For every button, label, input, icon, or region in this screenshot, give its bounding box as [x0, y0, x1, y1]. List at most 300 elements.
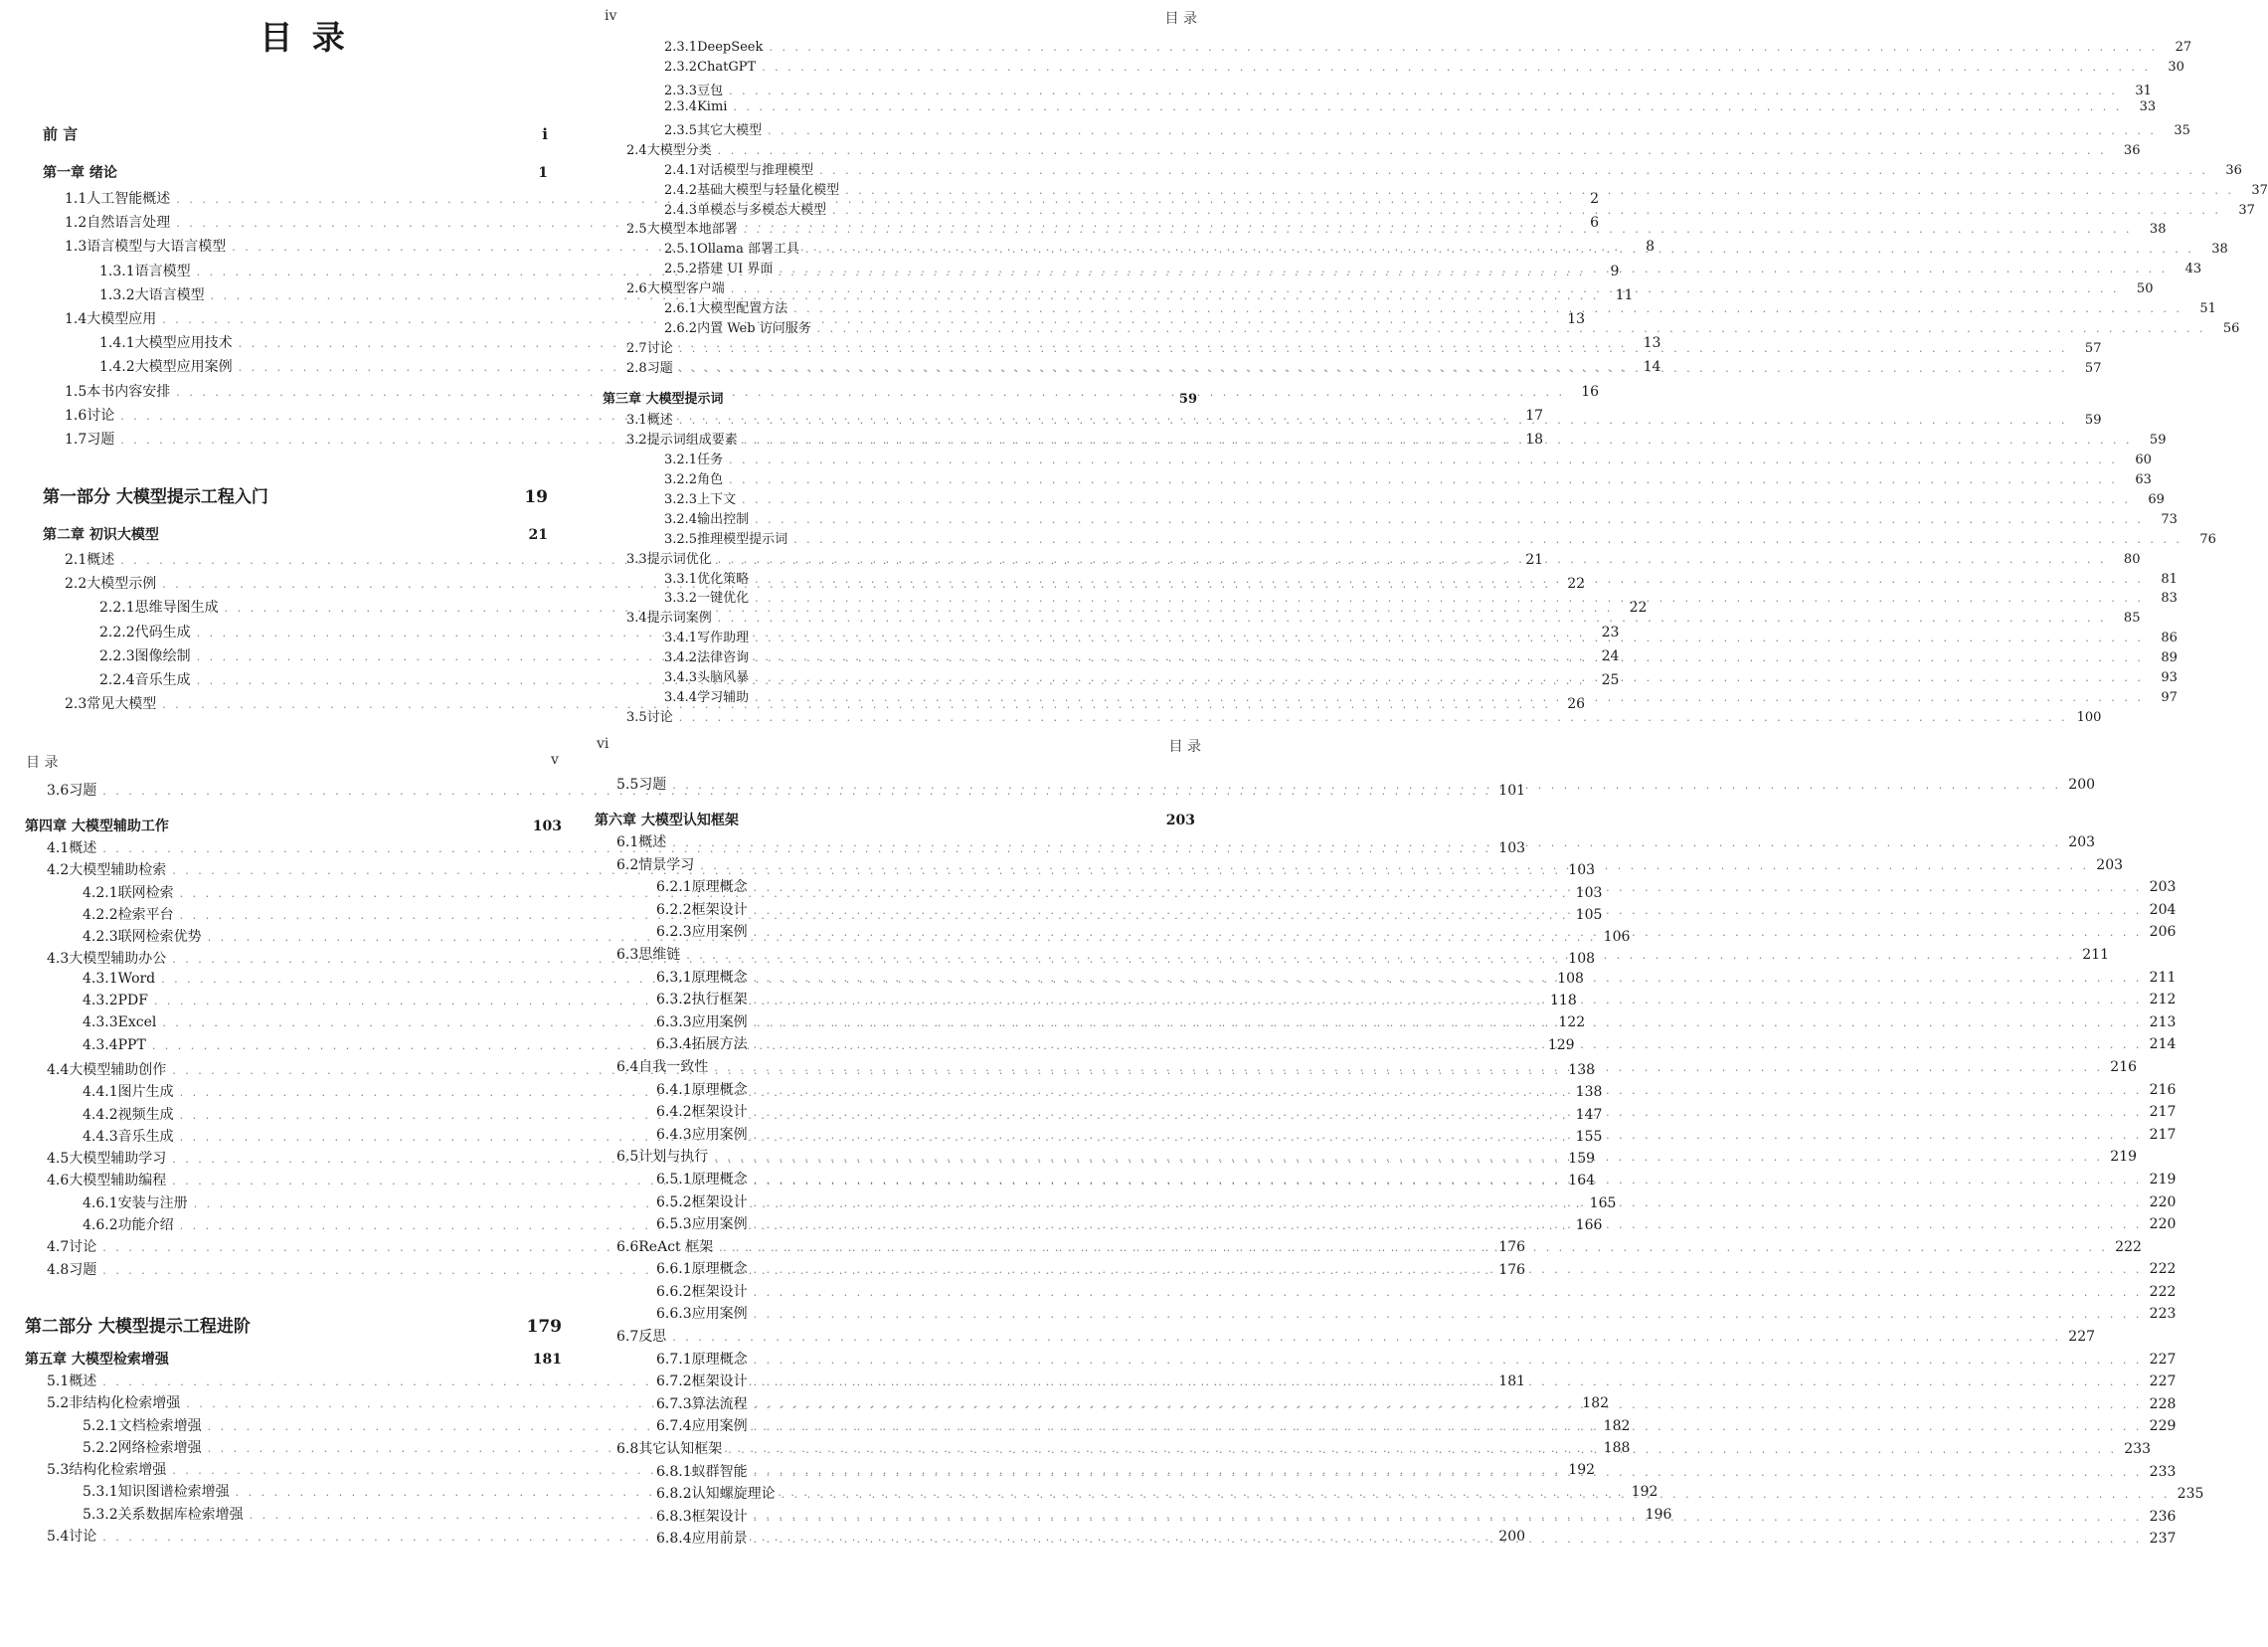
toc-chapter-5[interactable]: [25, 1349, 562, 1371]
dot-leader: [719, 1241, 2108, 1254]
entry-page: 216: [2149, 1081, 2177, 1098]
dot-leader: [718, 612, 2107, 625]
entry-page: 216: [2110, 1058, 2138, 1075]
running-header-left: iv: [605, 8, 617, 24]
entry-title: 原理概念: [691, 1261, 748, 1278]
entry-page: 93: [2161, 670, 2178, 686]
entry-page: 22: [1567, 576, 1586, 593]
running-header-left: 目 录: [26, 755, 59, 771]
entry-page: 33: [2139, 98, 2157, 114]
entry-title: 任务: [697, 452, 724, 467]
entry-title: 搭建 UI 界面: [697, 262, 774, 277]
entry-title: PDF: [117, 993, 148, 1009]
entry-page: 97: [2161, 690, 2178, 706]
entry-number: 4.2.2: [83, 906, 118, 923]
entry-number: 6.4: [616, 1058, 639, 1075]
entry-title: 人工智能概述: [87, 191, 171, 207]
entry-number: 4.4.2: [83, 1106, 118, 1123]
entry-page: 31: [2135, 83, 2152, 98]
entry-page: 233: [2124, 1441, 2152, 1458]
dot-leader: [672, 1331, 2061, 1344]
entry-page: 222: [2149, 1283, 2177, 1300]
entry-page: 51: [2199, 301, 2216, 317]
entry-title: 第一章 绪论: [43, 165, 117, 181]
entry-number: 3.2.2: [664, 471, 698, 487]
toc-subsection-entry[interactable]: [626, 80, 2152, 99]
dot-leader: [686, 949, 2075, 962]
entry-number: 4.6.1: [83, 1194, 118, 1211]
entry-title: 第二部分 大模型提示工程进阶: [25, 1317, 251, 1337]
toc-subsection-entry[interactable]: [603, 468, 2152, 488]
entry-number: 2.4.1: [664, 162, 698, 178]
entry-title: 概述: [69, 840, 97, 856]
entry-title: 网络检索增强: [117, 1439, 202, 1456]
toc-subsection-entry[interactable]: [626, 59, 2184, 80]
toc-entry-preface[interactable]: [43, 123, 548, 144]
entry-number: 2.2: [65, 576, 87, 593]
dot-leader: [769, 41, 2158, 54]
dot-leader: [672, 836, 2061, 849]
toc-subsection-entry[interactable]: [626, 40, 2192, 60]
entry-page: 37: [2251, 182, 2268, 198]
entry-title: 习题: [87, 431, 115, 448]
entry-title: 音乐生成: [134, 671, 191, 688]
entry-title: 原理概念: [691, 1081, 748, 1098]
toc-section-entry[interactable]: [626, 218, 2167, 238]
entry-title: 第二章 初识大模型: [43, 527, 159, 543]
entry-number: 1.1: [65, 191, 87, 207]
entry-page: 23: [1601, 624, 1620, 640]
entry-number: 3.2: [626, 432, 647, 448]
entry-title: 法律咨询: [697, 650, 750, 666]
toc-subsection-entry[interactable]: [626, 119, 2190, 139]
entry-number: 2.3.4: [664, 98, 698, 114]
entry-page: 200: [1498, 1529, 1526, 1546]
dot-leader: [754, 1398, 2143, 1411]
entry-page: 36: [2225, 162, 2242, 178]
entry-title: 习题: [69, 783, 97, 799]
entry-page: 147: [1575, 1106, 1603, 1123]
dot-leader: [728, 1443, 2117, 1456]
entry-number: 1.6: [65, 407, 87, 424]
entry-number: 3.3.1: [664, 571, 698, 587]
dot-leader: [754, 926, 2143, 939]
entry-number: 3.2.4: [664, 511, 698, 527]
entry-page: 181: [1498, 1373, 1526, 1389]
dot-leader: [700, 859, 2089, 872]
entry-title: 大模型应用技术: [134, 335, 233, 352]
entry-title: 大模型辅助办公: [69, 951, 167, 968]
dot-leader: [754, 1511, 2143, 1524]
dot-leader: [768, 124, 2157, 137]
entry-title: 第五章 大模型检索增强: [25, 1352, 169, 1368]
entry-title: Excel: [117, 1014, 157, 1031]
toc-subsection-entry[interactable]: [603, 587, 2178, 607]
entry-number: 6.8: [616, 1441, 639, 1458]
entry-number: 6.3.2: [656, 992, 692, 1008]
entry-page: 38: [2211, 242, 2228, 258]
entry-page: 108: [1568, 951, 1596, 968]
entry-page: 235: [2177, 1486, 2204, 1503]
entry-page: 204: [2149, 901, 2177, 918]
entry-title: 讨论: [69, 1239, 97, 1256]
entry-title: 大模型辅助编程: [69, 1173, 167, 1190]
entry-title: 大模型辅助学习: [69, 1151, 167, 1168]
entry-title: 讨论: [87, 407, 115, 424]
entry-title: 框架设计: [691, 1283, 748, 1300]
entry-page: 63: [2135, 471, 2152, 487]
toc-subsection-entry[interactable]: [626, 238, 2228, 258]
entry-title: 框架设计: [691, 1373, 748, 1390]
entry-number: 4.3.4: [83, 1036, 118, 1053]
entry-page: 30: [2168, 59, 2184, 75]
toc-subsection-entry[interactable]: [595, 1281, 2177, 1304]
toc-part-2[interactable]: [25, 1312, 562, 1337]
entry-number: 6.6.1: [656, 1261, 692, 1278]
entry-title: 执行框架: [691, 992, 748, 1008]
toc-subsection-entry[interactable]: [595, 1349, 2177, 1372]
entry-number: 6.3.1: [656, 969, 692, 986]
entry-number: 3.6: [47, 783, 70, 799]
entry-page: 1: [538, 165, 548, 181]
entry-title: 思维链: [638, 946, 681, 963]
dot-leader: [679, 342, 2068, 355]
entry-title: 学习辅助: [697, 690, 750, 706]
entry-page: 219: [2149, 1171, 2177, 1188]
entry-title: 第三章 大模型提示词: [603, 392, 724, 407]
entry-title: 自然语言处理: [87, 215, 171, 232]
entry-page: 14: [1643, 359, 1661, 376]
entry-page: 37: [2238, 202, 2255, 218]
entry-page: 203: [2149, 879, 2177, 896]
dot-leader: [755, 651, 2144, 664]
dot-leader: [733, 100, 2122, 113]
entry-page: 166: [1575, 1217, 1603, 1234]
entry-number: 4.4.1: [83, 1084, 118, 1101]
entry-page: 108: [1557, 970, 1584, 987]
entry-title: 结构化检索增强: [69, 1462, 167, 1479]
entry-title: 大语言模型: [134, 286, 205, 303]
entry-title: Ollama 部署工具: [697, 242, 800, 258]
entry-title: 应用案例: [691, 1306, 748, 1323]
toc-part-1[interactable]: [43, 482, 548, 507]
entry-page: 38: [2149, 222, 2167, 238]
entry-number: 6.4.2: [656, 1104, 692, 1121]
dot-leader: [754, 1038, 2143, 1051]
entry-title: 原理概念: [691, 879, 748, 896]
entry-title: 推理模型提示词: [697, 531, 788, 547]
entry-page: 103: [1575, 884, 1603, 901]
entry-number: 4.6: [47, 1173, 70, 1190]
entry-page: 206: [2149, 924, 2177, 941]
entry-page: 165: [1589, 1194, 1617, 1211]
entry-page: 103: [1498, 840, 1526, 856]
entry-title: 提示词优化: [646, 551, 712, 567]
entry-title: 安装与注册: [117, 1194, 188, 1211]
dot-leader: [754, 1129, 2143, 1142]
toc-subsection-entry[interactable]: [603, 508, 2178, 528]
dot-leader: [762, 61, 2151, 74]
entry-page: 27: [2175, 40, 2192, 55]
entry-page: 13: [1567, 310, 1586, 327]
entry-title: 大模型辅助检索: [69, 862, 167, 879]
entry-number: 2.3: [65, 696, 87, 713]
entry-number: 2.5.2: [664, 262, 698, 277]
entry-title: 应用案例: [691, 924, 748, 941]
entry-title: 音乐生成: [117, 1128, 174, 1145]
entry-title: 习题: [69, 1261, 97, 1278]
entry-page: 176: [1498, 1239, 1526, 1256]
entry-title: 框架设计: [691, 1193, 748, 1210]
entry-page: 213: [2149, 1013, 2177, 1030]
entry-title: 大模型本地部署: [646, 222, 738, 238]
toc-subsection-entry[interactable]: [626, 98, 2157, 119]
dot-leader: [779, 263, 2168, 275]
entry-title: 前 言: [43, 125, 79, 143]
entry-title: 认知螺旋理论: [691, 1486, 776, 1503]
entry-page: 86: [2161, 631, 2178, 646]
entry-page: 101: [1498, 783, 1526, 799]
entry-title: 大模型配置方法: [697, 301, 788, 317]
entry-page: 81: [2161, 571, 2178, 587]
entry-number: 6.5.3: [656, 1216, 692, 1233]
entry-number: 2.6: [626, 281, 647, 297]
entry-number: 3.4.2: [664, 650, 698, 666]
dot-leader: [754, 1375, 2143, 1388]
entry-title: DeepSeek: [697, 40, 764, 55]
toc-subsection-entry[interactable]: [626, 258, 2202, 277]
entry-page: 60: [2135, 452, 2152, 467]
entry-title: 大模型应用案例: [134, 359, 233, 376]
toc-subsection-entry[interactable]: [595, 1303, 2177, 1326]
entry-number: 6.7.4: [656, 1418, 692, 1435]
entry-number: 6.7.3: [656, 1395, 692, 1412]
entry-page: 159: [1568, 1151, 1596, 1168]
entry-number: 5.3: [47, 1462, 70, 1479]
entry-title: 视频生成: [117, 1106, 174, 1123]
entry-title: 内置 Web 访问服务: [697, 321, 811, 337]
entry-number: 2.4.3: [664, 202, 698, 218]
entry-number: 6.6.2: [656, 1283, 692, 1300]
entry-title: 大模型客户端: [646, 281, 725, 297]
entry-number: 4.3.2: [83, 993, 118, 1009]
entry-title: 语言模型: [134, 263, 191, 279]
toc-subsection-entry[interactable]: [626, 297, 2216, 317]
entry-number: 3.4.4: [664, 690, 698, 706]
entry-title: 角色: [697, 471, 724, 487]
toc-subsection-entry[interactable]: [626, 159, 2242, 179]
entry-number: 4.4: [47, 1061, 70, 1078]
entry-title: 检索平台: [117, 906, 174, 923]
entry-number: 2.3.3: [664, 83, 698, 98]
toc-section-entry[interactable]: [603, 706, 2102, 726]
entry-title: 习题: [646, 361, 673, 376]
entry-page: 105: [1575, 906, 1603, 923]
entry-number: 2.3.5: [664, 122, 698, 138]
entry-title: 自我一致性: [638, 1058, 709, 1075]
entry-number: 6.2.2: [656, 901, 692, 918]
entry-page: 59: [1178, 392, 1197, 407]
entry-page: 229: [2149, 1418, 2177, 1435]
entry-title: 讨论: [69, 1529, 97, 1546]
entry-title: 知识图谱检索增强: [117, 1484, 230, 1501]
toc-section-entry[interactable]: [626, 139, 2141, 159]
entry-title: Kimi: [697, 98, 728, 114]
entry-page: 59: [2084, 413, 2102, 428]
dot-leader: [754, 1016, 2143, 1029]
entry-number: 4.5: [47, 1151, 70, 1168]
entry-page: 73: [2161, 511, 2178, 527]
entry-title: 写作助理: [697, 631, 750, 646]
entry-page: 192: [1631, 1484, 1658, 1501]
entry-page: 24: [1601, 647, 1620, 664]
entry-title: 提示词案例: [646, 611, 712, 627]
entry-page: 222: [2115, 1238, 2142, 1255]
dot-leader: [754, 1263, 2143, 1276]
toc-subsection-entry[interactable]: [626, 199, 2255, 219]
entry-number: 4.6.2: [83, 1217, 118, 1234]
entry-page: 196: [1645, 1506, 1672, 1523]
entry-title: 原理概念: [691, 1171, 748, 1188]
toc-chapter-4[interactable]: [25, 816, 562, 837]
dot-leader: [805, 243, 2194, 256]
preface-block: [43, 123, 548, 144]
entry-page: 6: [1590, 215, 1600, 232]
entry-page: 26: [1567, 696, 1586, 713]
entry-title: PPT: [117, 1036, 146, 1053]
entry-page: i: [542, 125, 548, 143]
entry-number: 2.2.3: [99, 647, 135, 664]
dot-leader: [754, 1533, 2143, 1546]
dot-leader: [744, 223, 2133, 236]
entry-title: 应用案例: [691, 1126, 748, 1143]
entry-page: 16: [1581, 383, 1600, 400]
entry-page: 192: [1568, 1462, 1596, 1479]
entry-number: 6.4.1: [656, 1081, 692, 1098]
entry-page: 138: [1568, 1061, 1596, 1078]
entry-number: 2.2.2: [99, 624, 135, 640]
entry-number: 4.2.1: [83, 884, 118, 901]
entry-number: 1.7: [65, 431, 87, 448]
entry-page: 2: [1590, 191, 1600, 207]
entry-page: 18: [1525, 431, 1544, 448]
entry-page: 164: [1568, 1173, 1596, 1190]
entry-title: 对话模型与推理模型: [697, 162, 814, 178]
entry-number: 4.3: [47, 951, 70, 968]
entry-title: 应用案例: [691, 1216, 748, 1233]
dot-leader: [754, 1084, 2143, 1097]
entry-number: 2.7: [626, 341, 647, 357]
entry-number: 6.2: [616, 856, 639, 873]
dot-leader: [755, 592, 2144, 605]
toc-section-entry[interactable]: [595, 1326, 2096, 1349]
entry-title: 代码生成: [134, 624, 191, 640]
entry-page: 35: [2174, 122, 2190, 138]
dot-leader: [672, 779, 2061, 792]
entry-title: 应用案例: [691, 1418, 748, 1435]
dot-leader: [754, 1354, 2143, 1367]
entry-page: 8: [1646, 239, 1656, 256]
entry-page: 129: [1547, 1036, 1575, 1053]
entry-title: ReAct 框架: [638, 1238, 714, 1255]
entry-page: 182: [1582, 1395, 1610, 1412]
toc-chapter-2[interactable]: [43, 524, 548, 549]
entry-number: 5.2: [47, 1395, 70, 1412]
dot-leader: [754, 1196, 2143, 1209]
entry-number: 4.4.3: [83, 1128, 118, 1145]
entry-title: 情景学习: [638, 856, 695, 873]
entry-number: 2.5.1: [664, 242, 698, 258]
entry-number: 2.4: [626, 142, 647, 158]
entry-title: 功能介绍: [117, 1217, 174, 1234]
entry-number: 1.3.1: [99, 263, 135, 279]
entry-number: 3.2.1: [664, 452, 698, 467]
entry-number: 5.2.2: [83, 1439, 118, 1456]
entry-page: 227: [2149, 1373, 2177, 1390]
entry-title: 概述: [638, 834, 667, 850]
entry-number: 2.6.1: [664, 301, 698, 317]
entry-number: 1.3: [65, 239, 87, 256]
toc-subsection-entry[interactable]: [603, 449, 2152, 468]
entry-number: 6.1: [616, 834, 639, 850]
entry-title: 豆包: [697, 83, 724, 98]
dot-leader: [729, 454, 2118, 466]
entry-page: 203: [2096, 856, 2124, 873]
entry-number: 3.4: [626, 611, 647, 627]
toc-chapter-6[interactable]: [595, 810, 1195, 831]
dot-leader: [754, 1417, 2143, 1434]
entry-title: 关系数据库检索增强: [117, 1506, 244, 1523]
entry-page: 9: [1610, 263, 1620, 279]
dot-leader: [754, 1217, 2143, 1234]
entry-number: 6.8.4: [656, 1531, 692, 1548]
entry-number: 5.2.1: [83, 1417, 118, 1434]
entry-title: 计划与执行: [638, 1149, 709, 1166]
entry-title: 第四章 大模型辅助工作: [25, 819, 169, 834]
toc-chapter-3[interactable]: [603, 388, 1197, 409]
entry-title: 概述: [87, 552, 115, 568]
entry-number: 1.4.2: [99, 359, 135, 376]
entry-number: 4.1: [47, 840, 70, 856]
entry-page: 237: [2149, 1531, 2177, 1548]
entry-page: 76: [2199, 531, 2216, 547]
dot-leader: [731, 282, 2120, 295]
entry-number: 4.2: [47, 862, 70, 879]
entry-number: 2.2.1: [99, 600, 135, 617]
running-header-right: 目 录: [1164, 11, 1197, 27]
entry-page: 56: [2222, 321, 2240, 337]
entry-title: 反思: [638, 1329, 667, 1346]
dot-leader: [754, 881, 2143, 894]
entry-title: 输出控制: [697, 511, 750, 527]
entry-title: 框架设计: [691, 901, 748, 918]
entry-title: 框架设计: [691, 1508, 748, 1525]
toc-subsection-entry[interactable]: [603, 488, 2165, 508]
dot-leader: [679, 362, 2068, 375]
dot-leader: [755, 573, 2144, 586]
entry-title: 优化策略: [697, 571, 750, 587]
entry-number: 6.5.1: [656, 1171, 692, 1188]
entry-number: 6.5: [616, 1149, 639, 1166]
entry-number: 4.3.1: [83, 970, 118, 987]
entry-number: 3.2.3: [664, 491, 698, 507]
entry-number: 6.8.3: [656, 1508, 692, 1525]
entry-title: 原理概念: [691, 1351, 748, 1368]
toc-subsection-entry[interactable]: [626, 179, 2268, 199]
toc-subsection-entry[interactable]: [603, 528, 2216, 548]
toc-chapter-1[interactable]: [43, 162, 548, 188]
dot-leader: [754, 1173, 2143, 1190]
